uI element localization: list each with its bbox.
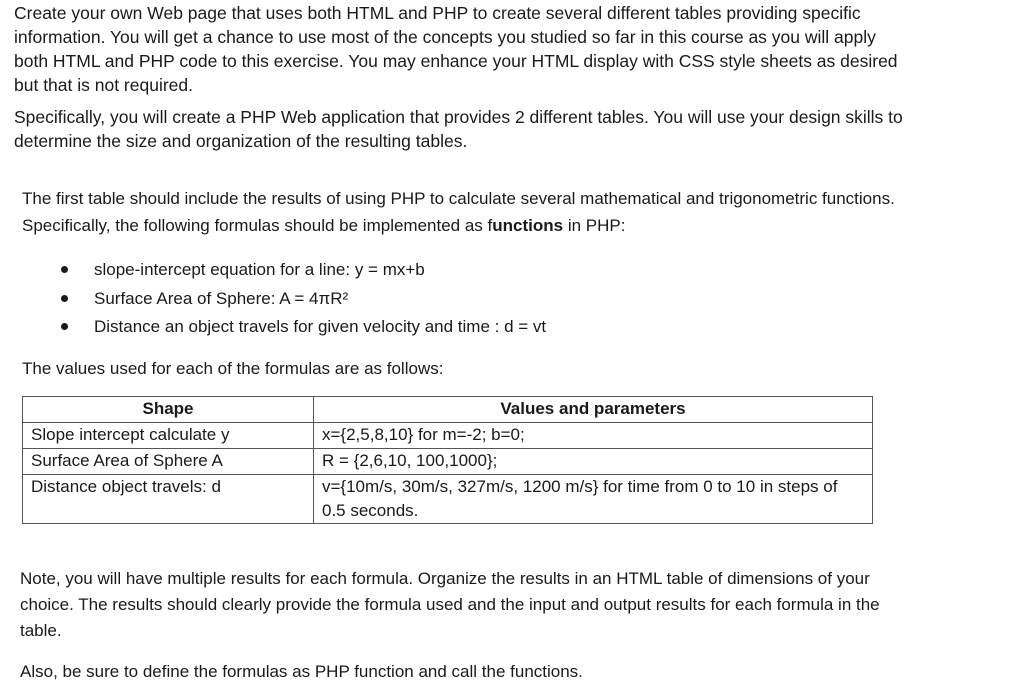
functions-keyword: unctions (492, 216, 564, 235)
table-row (23, 475, 873, 524)
intro-paragraph-2: Specifically, you will create a PHP Web application that provides 2 different tables. You will use your design skills to determine the size and organization of the resulting tables. (14, 107, 903, 151)
formula-list (58, 256, 546, 342)
bullet-icon (61, 323, 68, 330)
formula-sphere-area: Surface Area of Sphere: A = 4πR² (94, 288, 349, 308)
values-intro: The values used for each of the formulas are as follows: (22, 359, 444, 378)
values-cell: R = {2,6,10, 100,1000}; (314, 449, 873, 475)
list-item (58, 313, 546, 342)
list-item (58, 256, 546, 285)
note-paragraph: Note, you will have multiple results for each formula. Organize the results in an HTML table of dimensions of your choice. The results should clearly provide the formula used and the input and output results for each formula in the table. (20, 569, 880, 640)
values-cell: v={10m/s, 30m/s, 327m/s, 1200 m/s} for time from 0 to 10 in steps of 0.5 seconds. (314, 475, 873, 524)
first-table-description (22, 185, 922, 239)
intro-paragraph-1: Create your own Web page that uses both HTML and PHP to create several different tables providing specific information. You will get a chance to use most of the concepts you studied so far in this course as you will apply both HTML and PHP code to this exercise. You may enhance your HTML display with CSS style sheets as desired but that is not required. (14, 3, 898, 95)
bullet-icon (61, 266, 68, 273)
bullet-icon (61, 295, 68, 302)
values-table (22, 396, 873, 524)
header-values: Values and parameters (314, 397, 873, 423)
table-header-row (23, 397, 873, 423)
first-table-text-before: The first table should include the results of using PHP to calculate several mathematical and trigonometric functions. Specifically, the following formulas should be implemented as f (22, 189, 895, 235)
table-row (23, 423, 873, 449)
functions-reminder: Also, be sure to define the formulas as PHP function and call the functions. (20, 662, 583, 681)
values-cell: x={2,5,8,10} for m=-2; b=0; (314, 423, 873, 449)
first-table-text-after: in PHP: (563, 216, 626, 235)
list-item (58, 285, 546, 314)
formula-slope-intercept: slope-intercept equation for a line: y = mx+b (94, 260, 425, 279)
formula-distance: Distance an object travels for given velocity and time : d = vt (94, 317, 547, 336)
table-row (23, 449, 873, 475)
shape-cell: Distance object travels: d (23, 475, 314, 524)
shape-cell: Surface Area of Sphere A (23, 449, 314, 475)
shape-cell: Slope intercept calculate y (23, 423, 314, 449)
header-shape: Shape (23, 397, 314, 423)
